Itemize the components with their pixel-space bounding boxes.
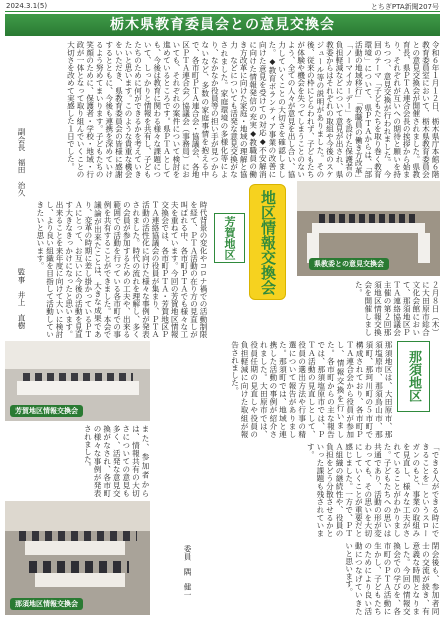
photo-wall <box>5 501 150 531</box>
photo-haga-meeting <box>5 341 150 421</box>
photo-caption: 芳賀地区情報交換会 <box>10 405 83 417</box>
section-banner <box>249 184 286 300</box>
haga-article-body: 時代背景の変化やコロナ禍での活動制限を経て、ＰＴＡ活動の在り方の見直しが叫ばれる中、各市町ＰＴＡでも様々な工夫を重ねています。今回の芳賀地区情報交換会では、各市町ＰＴＡ・芳賀地区ＰＴＡ連絡協議会の役員が集まり、ＰＴＡ活動の活性化に向けた様々な事例が発表されました。時代の流れを理解し、多くの会員が参加するための工夫や、出来る範囲での活動を行っている各市町での事例を共有することができました。本会で議論が出来たことは、大きな成果であり、変革の時期に差し掛かっているＰＴＡにとって、お互いに今後の活動を見直す大きなきっかけになったと思います。出来ることを来年度に向けて大いに検討し、より良い組織を目指して活動していきたいと思います。 <box>35 201 208 338</box>
kenkyoi-article-body: 令和６年１月１２日、栃木県庁本館６階教育委員室において、栃木県教育委員会との意見交換会が開催されました。県教育長、県ＰＴＡ連合会長の挨拶から始まり、それぞれが互いへの期待と願いを持ちつつ、意見交換が行われました。 今回のテーマ「子どもたちを取り巻く教育環境」について、県ＰＴＡからは、「部活動の地域移行」「教職員の働き方改革」「ノーマイカーデー」を設けた保護者の負担軽減などについて意見が出され、県教委からはそれぞれの取組や今後のスケジュール等の説明がありました。その後、従来の枠にとらわれず、子どもたちが体験や機会を失ってしまうことのないよう、全ての人々が意見を出し合い、協力していくことの大切さを確認しました。◆教育ボランティア事業の改善に向けた意見を受けての対応◆不安解消に向けた情報発信の充実◆教職員の働き方改革に向けた家庭・地域の理解と協力 などについても活発な意見交換がなされました。家庭環境の多様化等により、なかなか役員等の担い手が見つからないなど、多数の家庭事情を抱える中で、各市町ＰＴＡ連合会・協議会、各地区ＰＴＡ連合会／協議会（事務局）においても、それぞれの案件について検討を進めているところです。県ＰＴＡとしても、今後は教育に関わる様々な課題について、しっかりと情報を共有し、子どもたちのために何ができるかを考えていきたいと思います。このような貴重な機会をいただき、県教育委員会の皆様に感謝するとともに、今後も連携を深めていけるよう努めてまいります。子どもたちの笑顔のために、保護者・学校・地域・行政が一体となって取り組んでいくことの大切さを改めて実感した１日でした。 <box>66 41 440 178</box>
photo-kenkyoi-meeting <box>297 181 440 276</box>
header-divider <box>5 11 440 12</box>
photo-nasu-meeting <box>5 501 150 615</box>
photo-table-right <box>418 233 430 263</box>
section-banner-text: 地区情報交換会 <box>259 189 277 295</box>
nasu-article-body: 那須地区は、大田原市、那須塩原市、那須烏山市、那須町、那珂川町の５市町で構成されており、各市町ＰＴＡ連合会から役員が参加し、情報交換を行いました。各市町からの主な報告では、那須塩原市では、ＰＴＡ活動の見直しとして、役員の選出方法や行事の精選について報告がありました。那須町では、地域と連携した活動の事例が紹介されました。大田原市では、役員任期の見直しや役員の負担軽減に向けた取組が報告されました。 <box>230 341 393 438</box>
haga-signature: 監事 井上 直樹 <box>17 268 26 329</box>
photo-attendees <box>19 531 137 541</box>
photo-ceiling <box>297 181 440 211</box>
nasu-article-body-3: 閉会後も、参加者同士の交流が続き、有意義な時間となりました。今回の情報交換会での学びを、各市町のＰＴＡ活動に生かし、子どもたちのためにより良い活動につなげていきたいと思います。 <box>344 542 440 615</box>
photo-table-back <box>35 573 125 587</box>
haga-area-label <box>214 213 245 263</box>
kenkyoi-signature: 副会長 福田 治久 <box>17 128 26 197</box>
photo-table-front <box>25 541 125 555</box>
photo-table <box>17 381 139 395</box>
nasu-area-label <box>397 341 430 412</box>
photo-table-back <box>312 223 425 233</box>
photo-attendees <box>319 214 419 223</box>
nasu-article-continued: また、参加者からは、情報共有の大切さについての意見も多く、活発な意見交換がなされ、各市町の様々な事例が発表されました。 <box>83 425 150 497</box>
photo-attendees <box>23 373 133 381</box>
photo-caption: 県教委との意見交換会 <box>309 258 389 270</box>
page-title: 栃木県教育委員会との意見交換会 <box>5 14 440 36</box>
nasu-article-body-2: 「できる人ができる時にできることを」というスローガンのもと、事業の取組みを見直し、様々な工夫がされていることがわかりました。子どもたちへの思いは共通であり、活動の形が変わっても、その思いを大切にしていくことが重要だと感じました。一方で、ＰＴＡ組織の継続性や、役員の負担をどう分散させるかといった課題も残されています。 <box>306 443 440 537</box>
nasu-label-text: 那須地区 <box>406 350 421 402</box>
issue-date: 2024.3.1(5) <box>6 2 48 10</box>
newspaper-name: とちぎPTA新聞207号 <box>370 3 439 11</box>
photo-wall <box>5 341 150 369</box>
photo-attendees-2 <box>29 561 129 573</box>
nasu-intro: ２月８日（木）に大田原市総合文化会館において、那須地区ＰＴＡ連絡協議会主催の第２回那須地区情報交換会を開催しました。 <box>354 281 440 336</box>
photo-caption: 那須地区情報交換会 <box>10 598 83 610</box>
haga-label-text: 芳賀地区 <box>223 215 236 260</box>
nasu-signature: 委員 隅 健一 <box>183 545 192 599</box>
